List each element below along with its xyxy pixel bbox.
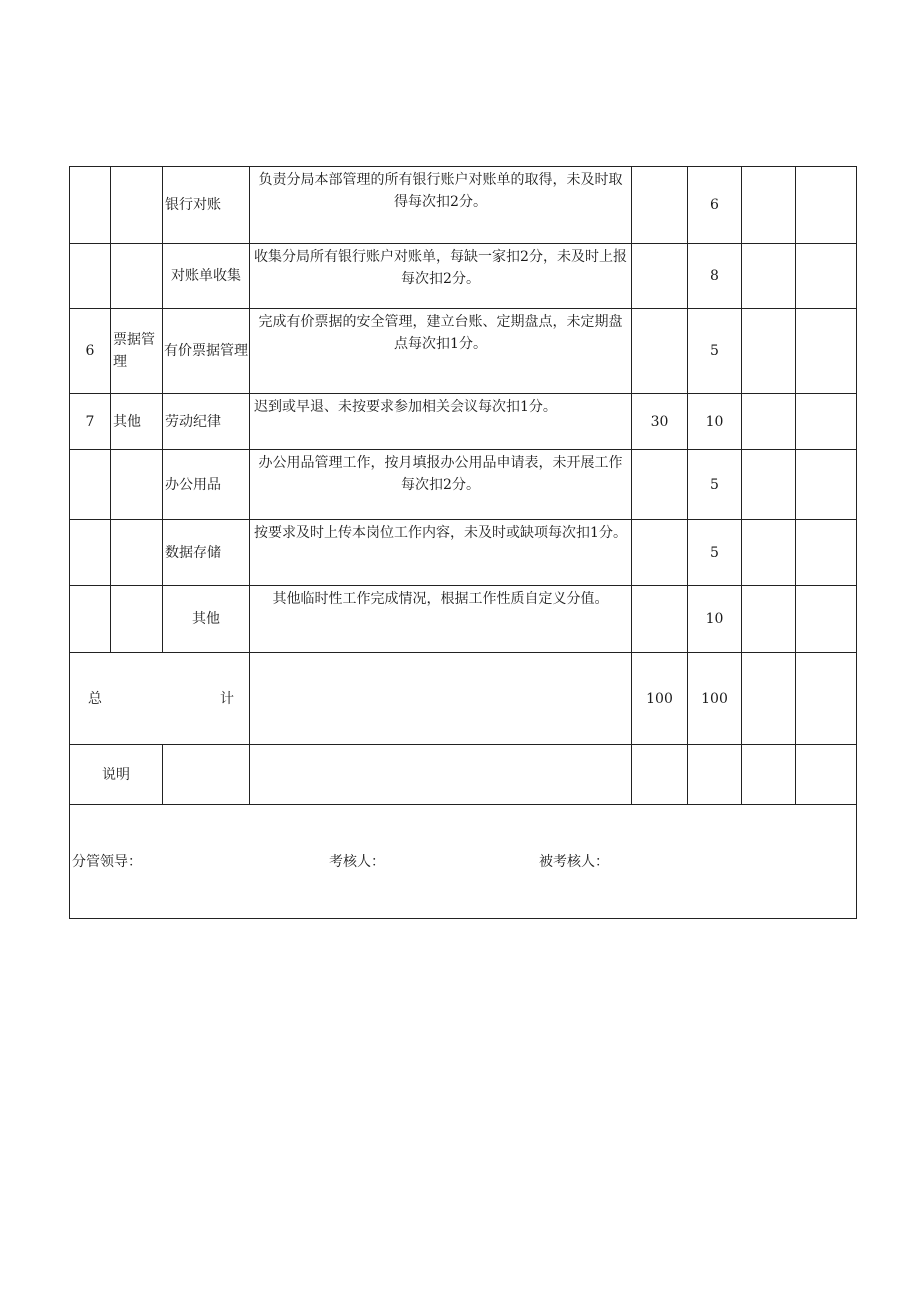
row-self-score — [742, 394, 796, 450]
note-cell — [688, 745, 742, 805]
total-label-right: 计 — [220, 690, 234, 707]
row-self-score — [742, 167, 796, 244]
total-score: 100 — [688, 653, 742, 745]
table-row — [70, 167, 857, 244]
note-cell — [742, 745, 796, 805]
row-weight: 30 — [632, 394, 688, 450]
row-self-score — [742, 586, 796, 653]
row-score: 10 — [688, 394, 742, 450]
assessee-signature-label: 被考核人： — [539, 853, 609, 870]
note-cell — [632, 745, 688, 805]
row-item: 劳动纪律 — [163, 394, 250, 450]
row-description: 负责分局本部管理的所有银行账户对账单的取得，未及时取得每次扣2分。 — [250, 167, 632, 244]
row-number — [70, 520, 111, 586]
signature-cell — [70, 805, 857, 919]
row-weight — [632, 450, 688, 520]
row-description: 收集分局所有银行账户对账单，每缺一家扣2分，未及时上报每次扣2分。 — [250, 244, 632, 309]
note-content — [250, 745, 632, 805]
note-cell — [163, 745, 250, 805]
row-description: 按要求及时上传本岗位工作内容，未及时或缺项每次扣1分。 — [250, 520, 632, 586]
row-item: 其他 — [163, 586, 250, 653]
row-category — [111, 450, 163, 520]
row-final-score — [796, 309, 857, 394]
row-number: 7 — [70, 394, 111, 450]
signature-row — [70, 805, 857, 919]
row-score: 8 — [688, 244, 742, 309]
total-description — [250, 653, 632, 745]
row-final-score — [796, 167, 857, 244]
row-final-score — [796, 520, 857, 586]
table-row — [70, 586, 857, 653]
table-row — [70, 394, 857, 450]
leader-signature-label: 分管领导： — [72, 853, 142, 870]
row-item: 有价票据管理 — [163, 309, 250, 394]
row-self-score — [742, 450, 796, 520]
table-row — [70, 244, 857, 309]
row-score: 5 — [688, 309, 742, 394]
total-weight: 100 — [632, 653, 688, 745]
row-weight — [632, 167, 688, 244]
row-weight — [632, 244, 688, 309]
row-item: 数据存储 — [163, 520, 250, 586]
total-final-score — [796, 653, 857, 745]
row-description: 办公用品管理工作，按月填报办公用品申请表，未开展工作每次扣2分。 — [250, 450, 632, 520]
row-item: 银行对账 — [163, 167, 250, 244]
row-category — [111, 520, 163, 586]
table-row — [70, 450, 857, 520]
table-row — [70, 309, 857, 394]
row-self-score — [742, 309, 796, 394]
row-score: 5 — [688, 520, 742, 586]
row-number — [70, 244, 111, 309]
row-description: 其他临时性工作完成情况，根据工作性质自定义分值。 — [250, 586, 632, 653]
row-description: 完成有价票据的安全管理，建立台账、定期盘点，未定期盘点每次扣1分。 — [250, 309, 632, 394]
row-final-score — [796, 244, 857, 309]
note-cell — [796, 745, 857, 805]
row-category — [111, 244, 163, 309]
row-weight — [632, 586, 688, 653]
row-category: 其他 — [111, 394, 163, 450]
row-final-score — [796, 586, 857, 653]
table-row — [70, 520, 857, 586]
row-category — [111, 167, 163, 244]
total-row — [70, 653, 857, 745]
row-item: 对账单收集 — [163, 244, 250, 309]
total-self-score — [742, 653, 796, 745]
total-label — [70, 653, 250, 745]
note-row — [70, 745, 857, 805]
row-number — [70, 167, 111, 244]
row-final-score — [796, 450, 857, 520]
row-number: 6 — [70, 309, 111, 394]
row-description: 迟到或早退、未按要求参加相关会议每次扣1分。 — [250, 394, 632, 450]
row-final-score — [796, 394, 857, 450]
row-self-score — [742, 520, 796, 586]
row-number — [70, 450, 111, 520]
row-weight — [632, 309, 688, 394]
row-self-score — [742, 244, 796, 309]
row-score: 5 — [688, 450, 742, 520]
row-number — [70, 586, 111, 653]
row-weight — [632, 520, 688, 586]
total-label-left: 总 — [88, 690, 102, 707]
row-category — [111, 586, 163, 653]
row-item: 办公用品 — [163, 450, 250, 520]
row-score: 6 — [688, 167, 742, 244]
assessor-signature-label: 考核人： — [329, 853, 385, 870]
note-label: 说明 — [70, 745, 163, 805]
assessment-table — [69, 166, 857, 919]
row-score: 10 — [688, 586, 742, 653]
row-category: 票据管理 — [111, 309, 163, 394]
